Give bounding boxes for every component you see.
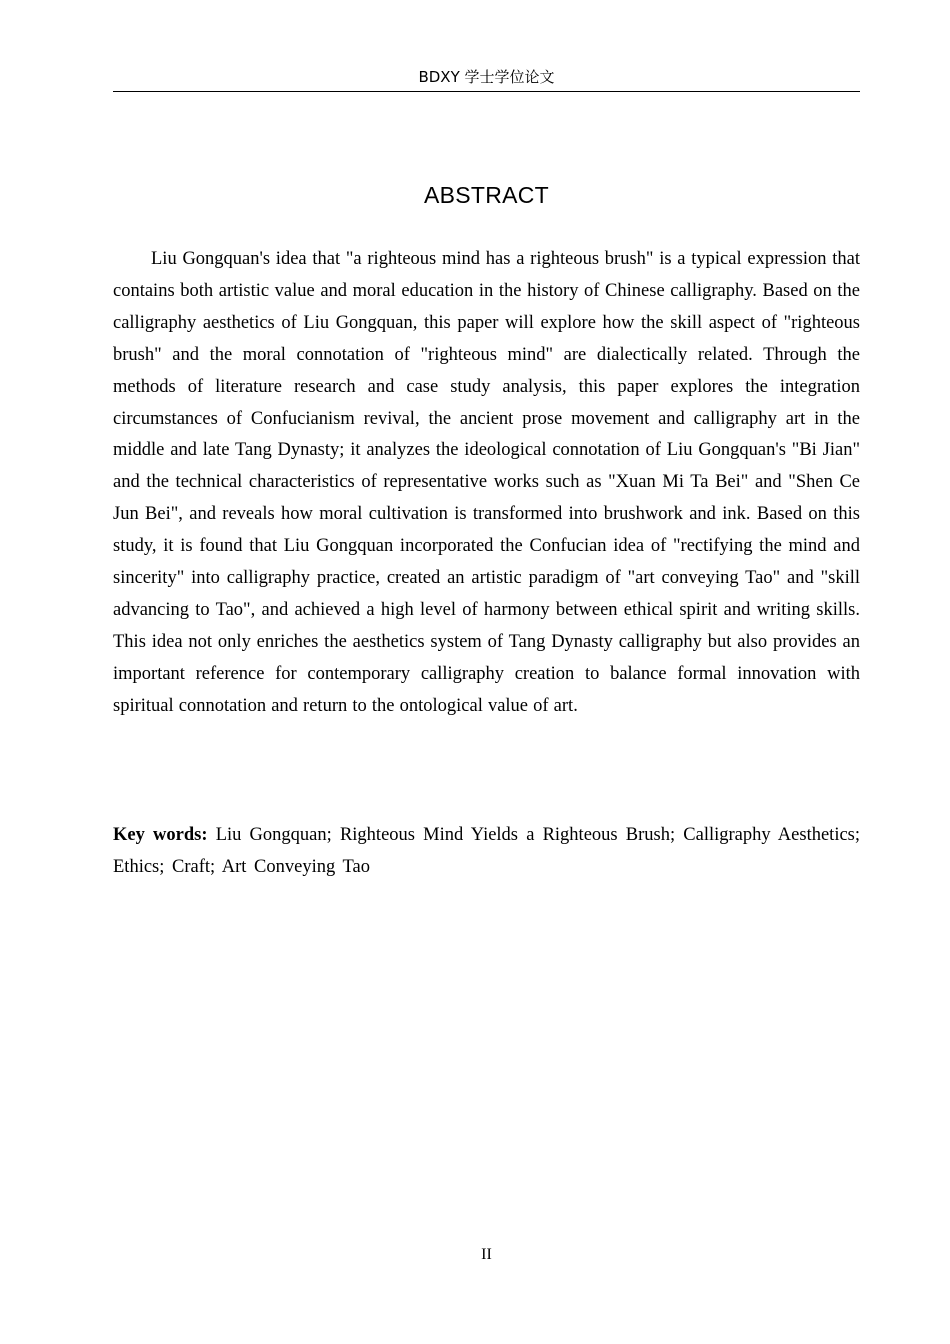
page-number: II <box>481 1246 492 1263</box>
keywords-label: Key words: <box>113 825 208 845</box>
running-header <box>113 66 860 92</box>
running-header-title: BDXY 学士学位论文 <box>418 68 555 86</box>
abstract-title: ABSTRACT <box>423 182 550 208</box>
keywords-paragraph <box>113 819 860 883</box>
keywords-list: Liu Gongquan; Righteous Mind Yields a Righteous Brush; Calligraphy Aesthetics; Ethics; Craft; Art Conveying Tao <box>113 825 861 877</box>
abstract-body: Liu Gongquan's idea that "a righteous mind has a righteous brush" is a typical expression that contains both artistic value and moral education in the history of Chinese calligraphy. Based on the calligraphy aesthetics of Liu Gongquan, this paper will explore how the skill aspect of "righteous brush" and the moral connotation of "righteous mind" are dialectically related. Through the methods of literature research and case study analysis, this paper explores the integration circumstances of Confucianism revival, the ancient prose movement and calligraphy art in the middle and late Tang Dynasty; it analyzes the ideological connotation of Liu Gongquan's "Bi Jian" and the technical characteristics of representative works such as "Xuan Mi Ta Bei" and "Shen Ce Jun Bei", and reveals how moral cultivation is transformed into brushwork and ink. Based on this study, it is found that Liu Gongquan incorporated the Confucian idea of "rectifying the mind and sincerity" into calligraphy practice, created an artistic paradigm of "art conveying Tao" and "skill advancing to Tao", and achieved a high level of harmony between ethical spirit and writing skills. This idea not only enriches the aesthetics system of Tang Dynasty calligraphy but also provides an important reference for contemporary calligraphy creation to balance formal innovation with spiritual connotation and return to the ontological value of art. <box>113 249 860 716</box>
